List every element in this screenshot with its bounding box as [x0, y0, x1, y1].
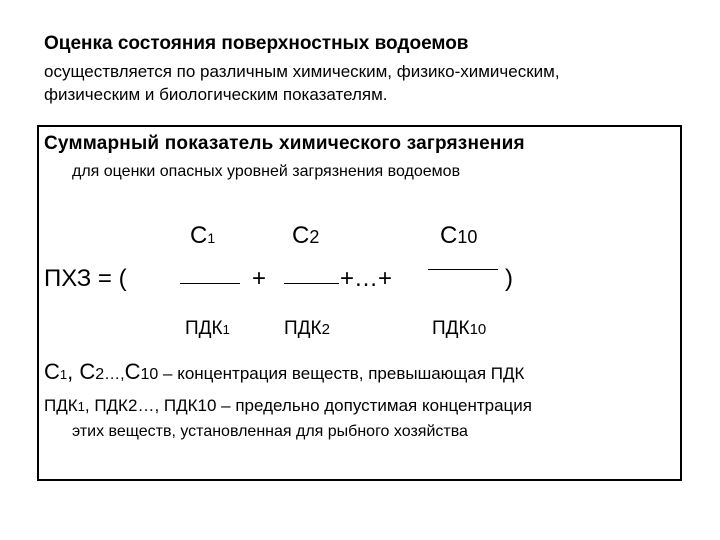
legend-c2-sub: 2: [95, 366, 105, 383]
numerator-c2: [292, 222, 319, 250]
legend-concentration-text: – концентрация веществ, превышающая ПДК: [158, 364, 525, 383]
legend-pdk: [44, 396, 532, 416]
denominator-pdk1-base: ПДК: [185, 318, 223, 339]
denominator-pdk10: [432, 318, 486, 340]
numerator-c1-sub: 1: [207, 230, 216, 246]
legend-sep-2: …,: [104, 366, 125, 383]
legend-pdk-continuation: этих веществ, установленная для рыбного хозяйства: [72, 423, 468, 440]
denominator-pdk10-base: ПДК: [432, 318, 470, 339]
denominator-pdk2: [284, 318, 330, 340]
intro-line-1: осуществляется по различным химическим, физико-химическим,: [44, 62, 560, 81]
denominator-pdk2-sub: 2: [321, 321, 330, 338]
denominator-pdk1: [185, 318, 230, 340]
box-subtitle: для оценки опасных уровней загрязнения водоемов: [72, 163, 461, 180]
legend-pdk-sep-2: …,: [137, 396, 164, 415]
denominator-pdk1-sub: 1: [222, 322, 230, 337]
formula-plus: +: [252, 265, 267, 292]
legend-pdk2: ПДК: [94, 396, 128, 415]
legend-pdk1-sub: 1: [77, 399, 85, 414]
denominator-pdk2-base: ПДК: [284, 318, 322, 339]
fraction-bar-1: [180, 283, 240, 284]
fraction-bar-3: [428, 269, 498, 270]
numerator-c1: [190, 222, 215, 250]
numerator-c1-base: С: [190, 222, 208, 249]
formula-lhs: ПХЗ = (: [44, 265, 127, 292]
numerator-c2-sub: 2: [309, 227, 320, 247]
box-title: Суммарный показатель химического загрязнения: [44, 133, 525, 154]
legend-pdk1: ПДК: [44, 396, 78, 415]
legend-c10-sub: 10: [140, 366, 159, 383]
formula-close-paren: ): [505, 265, 513, 292]
legend-pdk10-sub: 10: [197, 396, 217, 415]
formula-ellipsis-plus: +…+: [340, 265, 393, 292]
intro-line-2: физическим и биологическим показателям.: [44, 85, 388, 104]
numerator-c10: [440, 222, 477, 250]
legend-pdk-sep-1: ,: [84, 396, 95, 415]
numerator-c10-sub: 10: [457, 227, 478, 247]
fraction-bar-2: [284, 283, 339, 284]
legend-c2: С: [79, 359, 96, 384]
legend-pdk2-sub: 2: [127, 396, 138, 415]
slide-title: Оценка состояния поверхностных водоемов: [44, 33, 469, 54]
numerator-c10-base: С: [440, 222, 458, 249]
denominator-pdk10-sub: 10: [469, 321, 487, 338]
legend-c10: С: [124, 359, 141, 384]
numerator-c2-base: С: [292, 222, 310, 249]
legend-c1: С: [44, 359, 60, 384]
legend-concentration: [44, 359, 524, 385]
legend-sep-1: ,: [67, 359, 80, 384]
legend-pdk-text: – предельно допустимая концентрация: [216, 396, 532, 415]
intro-text: [44, 60, 560, 106]
legend-pdk10: ПДК: [163, 396, 198, 415]
legend-c1-sub: 1: [59, 367, 68, 382]
